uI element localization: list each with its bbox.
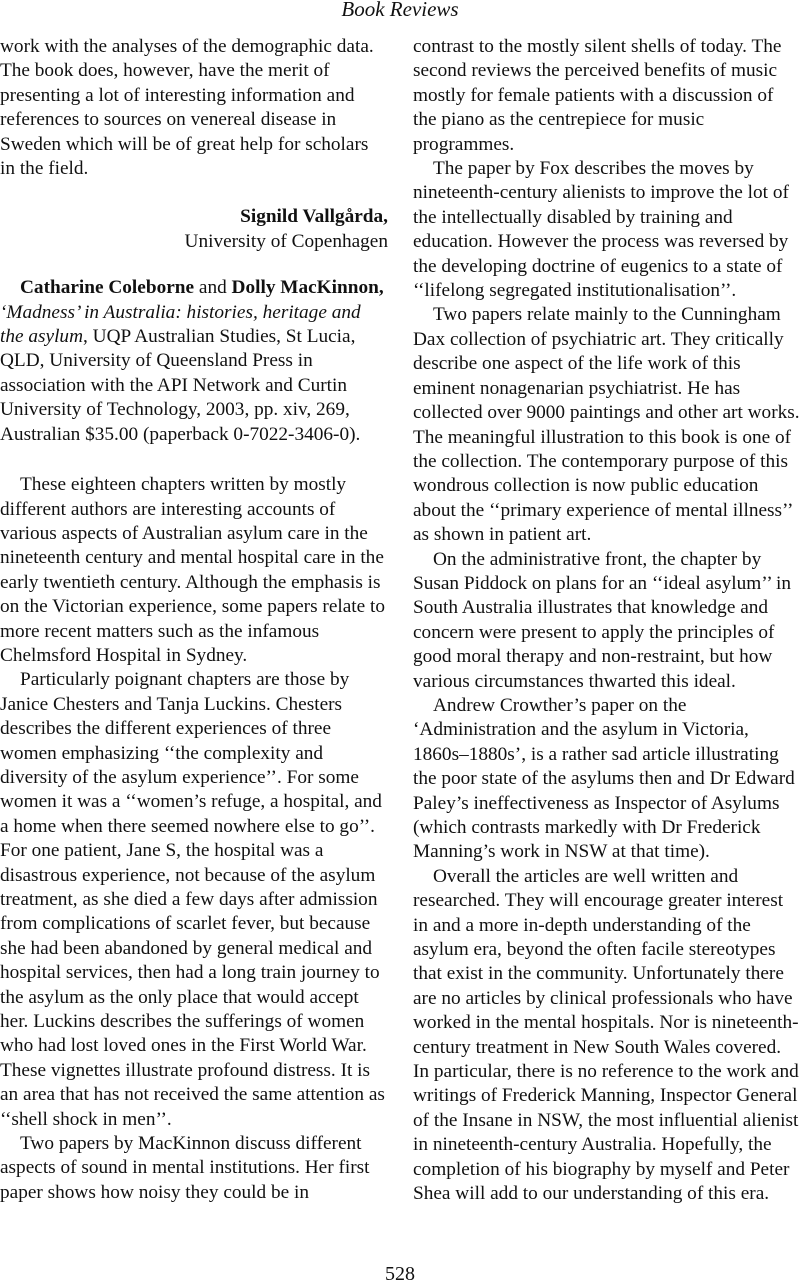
review-paragraph: Overall the articles are well written and researched. They will encourage greater interest in and a more in-depth understanding of the asylum era, beyond the often facile stereotypes that exist in the community. Unfortunately there are no articles by clinical professionals who have worked in the mental hospitals. Nor is nineteenth-century treatment in New South Wales covered. In particular, there is no reference to the work and writings of Frederick Manning, Inspector General of the Insane in NSW, the most influential alienist in nineteenth-century Australia. Hopefully, the completion of his biography by myself and Peter Shea will add to our understanding of this era. <box>413 865 799 1205</box>
citation-title: ‘Madness’ in Australia: histories, heritage and the asylum <box>0 301 361 348</box>
left-column <box>0 35 388 1205</box>
citation-details: , UQP Australian Studies, St Lucia, QLD, University of Queensland Press in association with the API Network and Curtin University of Technology, 2003, pp. xiv, 269, Australian $35.00 (paperback 0-7022-3406-0). <box>0 326 361 445</box>
running-header: Book Reviews <box>341 0 459 21</box>
spacer <box>0 447 388 473</box>
continued-paragraph: contrast to the mostly silent shells of today. The second reviews the perceived benefits of music mostly for female patients with a discussion of the piano as the centrepiece for music programmes. <box>413 36 782 155</box>
book-citation <box>0 276 388 447</box>
citation-author-1: Catharine Coleborne <box>20 277 195 299</box>
right-column <box>413 35 800 1207</box>
review-paragraph: The paper by Fox describes the moves by nineteenth-century alienists to improve the lot of the intellectually disabled by training and education. However the process was reversed by the developing doctrine of eugenics to a state of ‘‘lifelong segregated institutionalisation’’. <box>413 158 789 302</box>
review-paragraph: On the administrative front, the chapter by Susan Piddock on plans for an ‘‘ideal asylum’’ in South Australia illustrates that knowledge and concern were present to apply the principles of good moral therapy and non-restraint, but how various circumstances thwarted this ideal. <box>413 548 792 692</box>
page-number: 528 <box>385 1263 415 1285</box>
spacer <box>0 181 388 205</box>
review-paragraph: Andrew Crowther’s paper on the ‘Administration and the asylum in Victoria, 1860s–1880s’, is a rather sad article illustrating the poor state of the asylums then and Dr Edward Paley’s ineffectiveness as Inspector of Asylums (which contrasts markedly with Dr Frederick Manning’s work in NSW at that time). <box>413 694 795 863</box>
review-paragraph: Two papers relate mainly to the Cunningham Dax collection of psychiatric art. They critically describe one aspect of the life work of this eminent nonagenarian psychiatrist. He has collected over 9000 paintings and other art works. The meaningful illustration to this book is one of the collection. The contemporary purpose of this wondrous collection is now public education about the ‘‘primary experience of mental illness’’ as shown in patient art. <box>413 304 800 546</box>
reviewer-name: Signild Vallgårda, <box>240 206 388 228</box>
citation-author-2: Dolly MacKinnon, <box>231 277 384 299</box>
spacer <box>0 254 388 276</box>
citation-and: and <box>194 277 232 299</box>
review-paragraph: These eighteen chapters written by mostly different authors are interesting accounts of various aspects of Australian asylum care in the nineteenth century and mental hospital care in the early twentieth century. Although the emphasis is on the Victorian experience, some papers relate to more recent matters such as the infamous Chelmsford Hospital in Sydney. <box>0 474 386 666</box>
review-paragraph: Two papers by MacKinnon discuss different aspects of sound in mental institutions. Her first paper shows how noisy they could be in <box>0 1133 370 1203</box>
review-paragraph: Particularly poignant chapters are those by Janice Chesters and Tanja Luckins. Chesters describes the different experiences of three women emphasizing ‘‘the complexity and diversity of the asylum experience’’. For some women it was a ‘‘women’s refuge, a hospital, and a home when there seemed nowhere else to go’’. For one patient, Jane S, the hospital was a disastrous experience, not because of the asylum treatment, as she died a few days after admission from complications of scarlet fever, but because she had been abandoned by general medical and hospital services, then had a long train journey to the asylum as the only place that would accept her. Luckins describes the sufferings of women who had lost loved ones in the First World War. These vignettes illustrate profound distress. It is an area that has not received the same attention as ‘‘shell shock in men’’. <box>0 669 385 1130</box>
reviewer-affiliation: University of Copenhagen <box>184 230 388 252</box>
previous-review-ending: work with the analyses of the demographic data. The book does, however, have the merit of presenting a lot of interesting information and references to sources on venereal disease in Sweden which will be of great help for scholars in the field. <box>0 36 374 180</box>
